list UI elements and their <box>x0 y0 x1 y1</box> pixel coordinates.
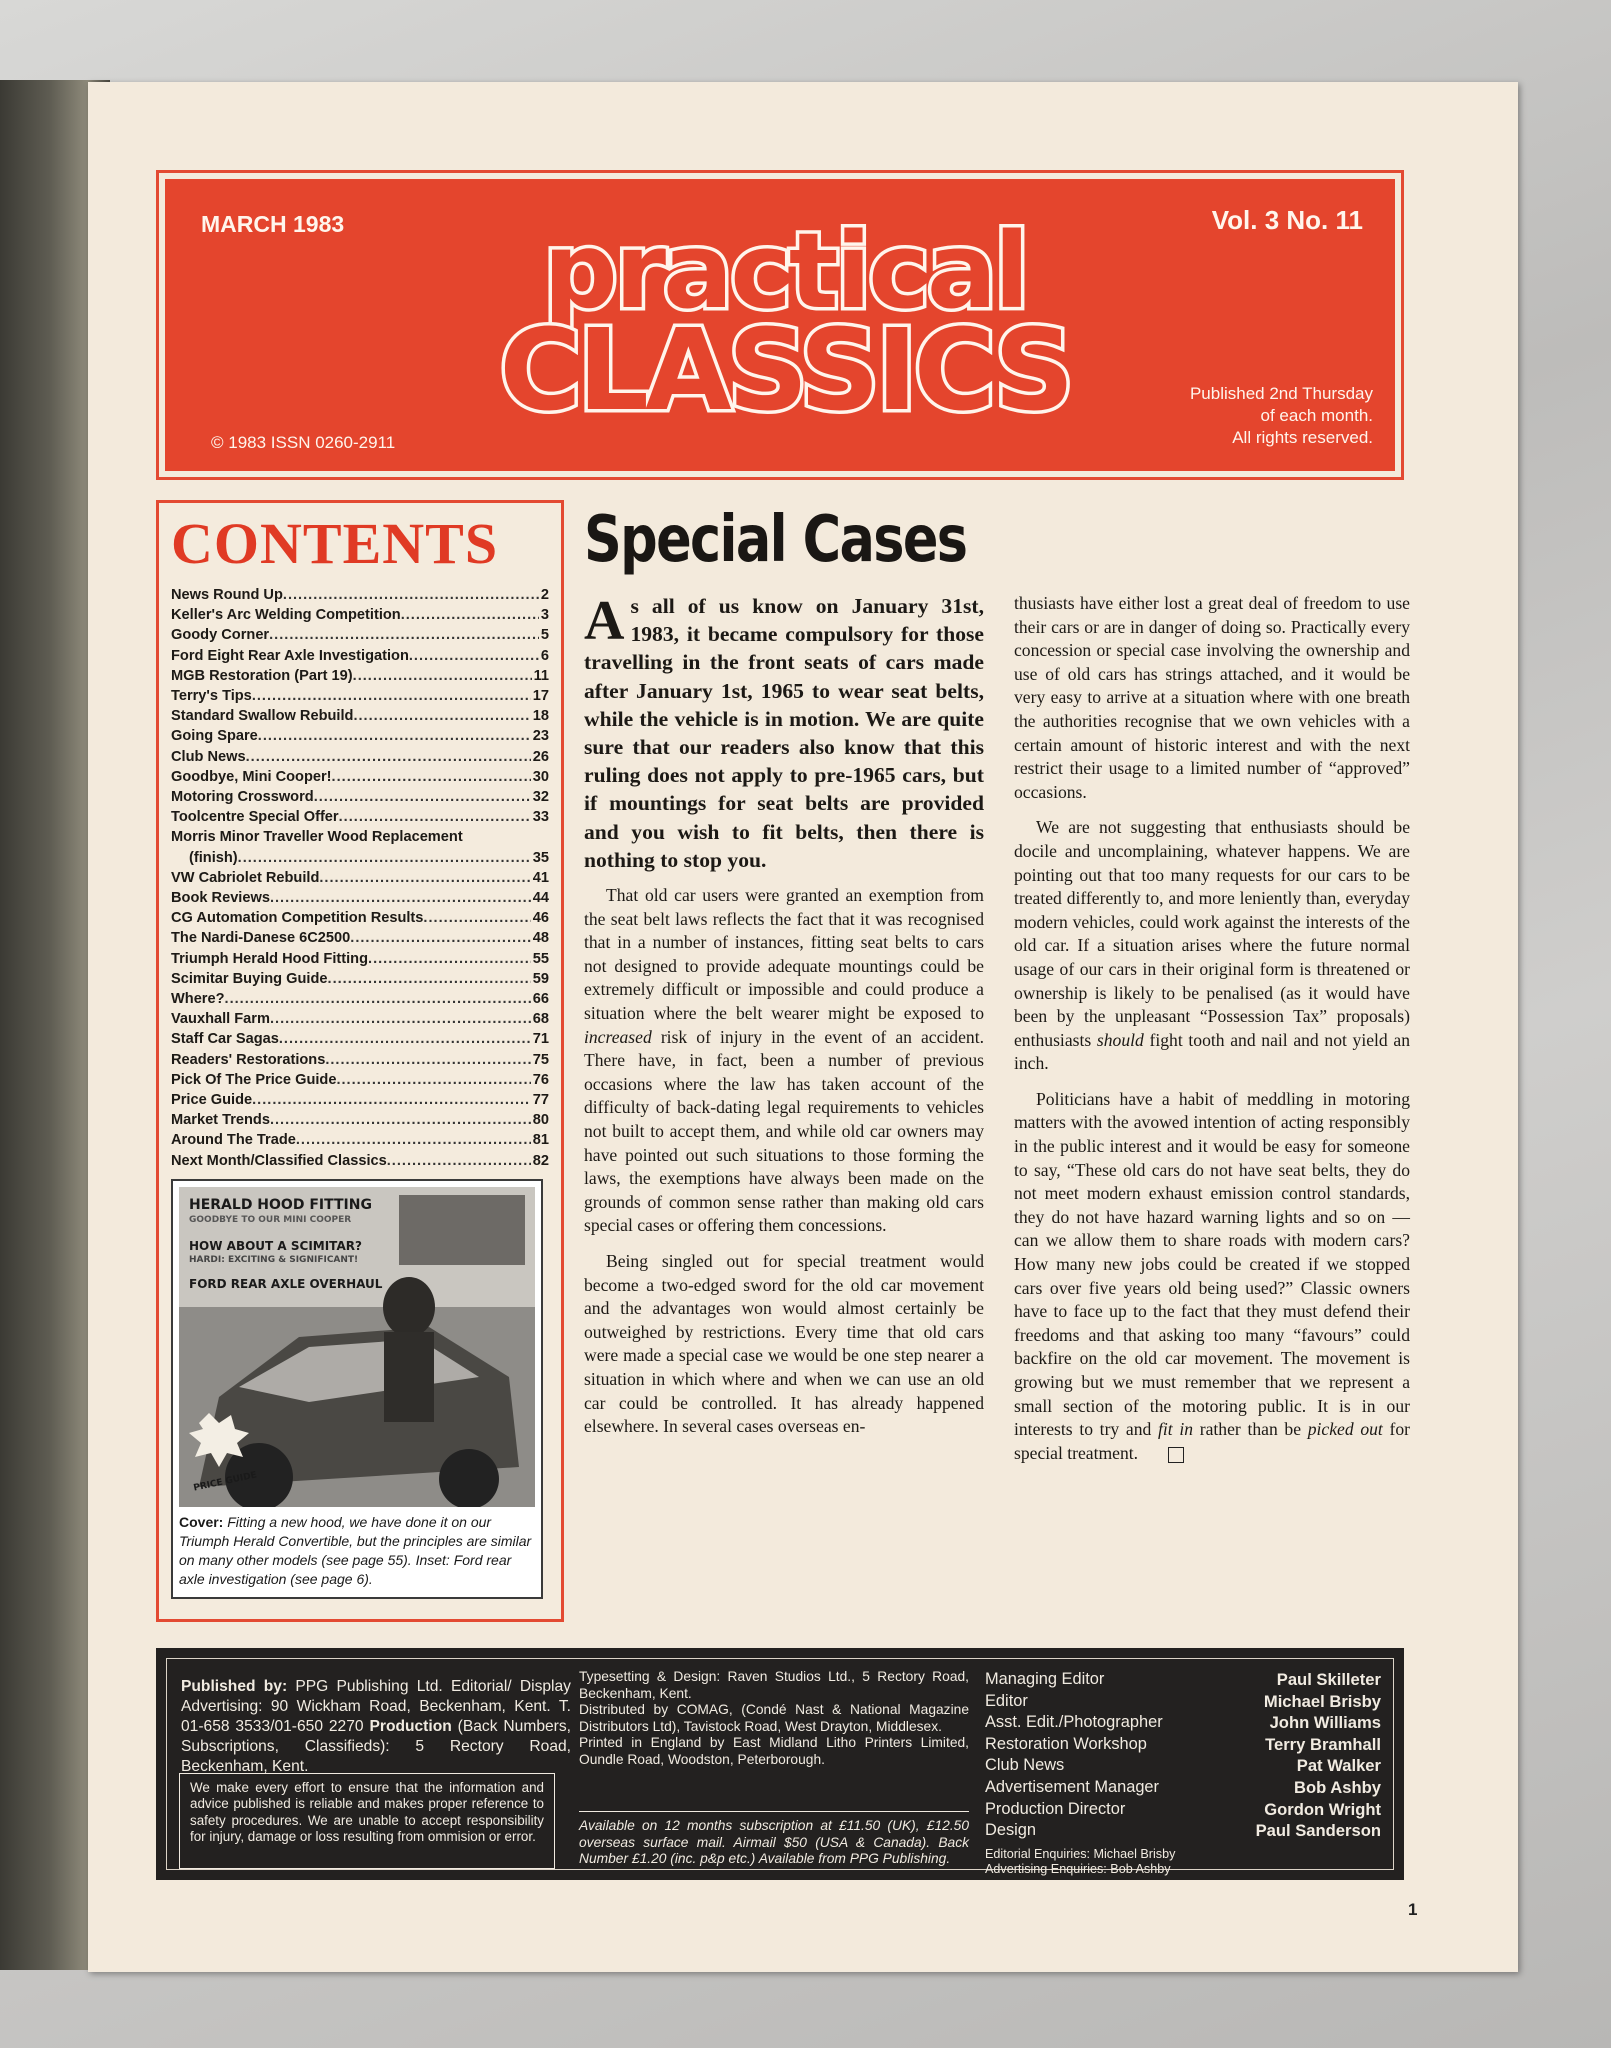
toc-leader <box>332 767 531 787</box>
cover-caption <box>179 1513 535 1589</box>
toc-leader <box>269 625 539 645</box>
article-paragraph: That old car users were granted an exemption from the seat belt laws reflects the fact that it was recognised that in a number of instances, fitting seat belts to cars not designed to provide adequate mountings could be extremely difficult or impossible and could produce a situation where the belt wearer might be exposed to increased risk of injury in the event of an accident. There have, in fact, been a number of previous occasions where the law has taken account of the difficulty of back-dating legal requirements to vehicles not built to accept them, and while old car owners may have pointed out such situations to those forming the laws, the exemptions have always been made on the grounds of common sense rather than making old cars special cases or offering them concessions. <box>584 885 984 1236</box>
toc-label: Book Reviews <box>171 890 270 907</box>
toc-item <box>171 787 549 807</box>
toc-item <box>171 807 549 827</box>
toc-item <box>171 888 549 908</box>
production-info: Typesetting & Design: Raven Studios Ltd., 5 Rectory Road, Beckenham, Kent. Distributed by COMAG, (Condé Nast & National Magazine Distributors Ltd), Tavistock Road, West Drayton, Middlesex. Printed in England by East Midland Litho Printers Limited, Oundle Road, Woodston, Peterborough. <box>579 1669 969 1767</box>
toc-page-number: 30 <box>532 768 549 785</box>
toc-item <box>171 1029 549 1049</box>
article-headline: Special Cases <box>584 503 967 577</box>
toc-item <box>171 666 549 686</box>
cover-photo <box>179 1187 535 1507</box>
disclaimer: We make every effort to ensure that the information and advice published is reliable and makes proper reference to safety procedures. We are unable to accept responsibility for injury, damage or loss resulting from ommision or error. <box>179 1773 555 1869</box>
toc-item <box>171 1130 549 1150</box>
toc-label: Goodbye, Mini Cooper! <box>171 768 332 785</box>
staff-names: Paul Skilleter Michael Brisby John Williams Terry Bramhall Pat Walker Bob Ashby Gordon Wright Paul Sanderson <box>1255 1670 1381 1841</box>
toc-label: MGB Restoration (Part 19) <box>171 667 353 684</box>
toc-item <box>171 585 549 605</box>
toc-label: Morris Minor Traveller Wood Replacement <box>171 829 463 846</box>
toc-leader <box>283 585 539 605</box>
article-lede <box>584 592 984 874</box>
toc-leader <box>328 969 531 989</box>
toc-leader <box>270 888 531 908</box>
toc-item <box>171 989 549 1009</box>
toc-page-number: 48 <box>532 930 549 947</box>
drop-cap: A <box>584 590 625 652</box>
toc-leader <box>339 807 531 827</box>
cover-badge: PRICE GUIDE <box>192 1470 258 1494</box>
pub-note-line: Published 2nd Thursday <box>1189 384 1373 403</box>
toc-page-number: 18 <box>532 708 549 725</box>
toc-leader <box>258 726 531 746</box>
toc-item <box>171 1090 549 1110</box>
article-column-2 <box>1014 592 1410 1477</box>
toc-item <box>171 706 549 726</box>
toc-label: Staff Car Sagas <box>171 1031 279 1048</box>
toc-item <box>171 1070 549 1090</box>
toc-page-number: 6 <box>540 647 549 664</box>
toc-leader <box>353 706 530 726</box>
logo-practical: practical <box>543 210 1027 332</box>
table-of-contents <box>171 585 549 1171</box>
toc-item <box>171 848 549 868</box>
toc-page-number: 2 <box>540 587 549 603</box>
toc-item <box>171 625 549 645</box>
toc-leader <box>279 1029 531 1049</box>
toc-leader <box>296 1130 531 1150</box>
logo-classics: CLASSICS <box>499 306 1071 429</box>
toc-leader <box>238 848 531 868</box>
article-column-1 <box>584 592 984 1451</box>
page-number: 1 <box>1408 1900 1418 1919</box>
credits-inner <box>166 1658 1394 1876</box>
toc-label: The Nardi-Danese 6C2500 <box>171 930 351 947</box>
toc-label: Price Guide <box>171 1092 253 1109</box>
toc-label: Market Trends <box>171 1112 270 1129</box>
toc-label: Pick Of The Price Guide <box>171 1071 337 1088</box>
enquiries: Editorial Enquiries: Michael Brisby Advertising Enquiries: Bob Ashby <box>985 1847 1176 1876</box>
subscription-info: Available on 12 months subscription at £11.50 (UK), £12.50 overseas surface mail. Airmail $50 (USA & Canada). Back Number £1.20 (inc. p&p etc.) Available from PPG Publishing. <box>579 1811 969 1868</box>
toc-label: Triumph Herald Hood Fitting <box>171 950 369 967</box>
toc-label: Readers' Restorations <box>171 1051 326 1068</box>
toc-item <box>171 1050 549 1070</box>
toc-leader <box>350 928 531 948</box>
toc-leader <box>423 908 530 928</box>
toc-label: Scimitar Buying Guide <box>171 970 328 987</box>
toc-leader <box>368 949 531 969</box>
toc-item <box>171 686 549 706</box>
toc-label: Next Month/Classified Classics <box>171 1152 387 1169</box>
toc-label: Goody Corner <box>171 627 270 644</box>
article-paragraph: Politicians have a habit of meddling in motoring matters with the avowed intention of acting responsibly in the public interest and it would be easy for someone to say, “These old cars do not have seat belts, they do not meet modern exhaust emission control standards, they do not have hazard warning lights and so on — can we allow them to share roads with modern cars? How many new jobs could be created if we stopped cars over five years old being used?” Classic owners have to face up to the fact that they must defend their freedoms and that asking too many “favours” could backfire on the old car movement. The movement is growing but we must remember that we represent a small section of the motoring public. It is in our interests to try and fit in rather than be picked out for special treatment. <box>1014 1088 1411 1463</box>
publication-note <box>1113 383 1373 449</box>
toc-label: Vauxhall Farm <box>171 1011 270 1028</box>
contents-panel <box>156 500 564 1622</box>
toc-label: Where? <box>171 991 225 1008</box>
cover-photo-art <box>179 1187 535 1507</box>
toc-page-number: 77 <box>532 1092 549 1109</box>
toc-label: Terry's Tips <box>171 688 252 705</box>
toc-item <box>171 646 549 666</box>
cover-subline: GOODBYE TO OUR MINI COOPER <box>189 1214 352 1225</box>
toc-item <box>171 868 549 888</box>
contents-title: CONTENTS <box>171 511 499 576</box>
credits-box <box>156 1648 1404 1880</box>
toc-item <box>171 1110 549 1130</box>
magazine-logo <box>475 209 1095 429</box>
toc-label: Toolcentre Special Offer <box>171 809 339 826</box>
toc-label: Motoring Crossword <box>171 789 314 806</box>
toc-page-number: 75 <box>532 1051 549 1068</box>
cover-headline: HERALD HOOD FITTING <box>189 1196 372 1213</box>
toc-leader <box>387 1151 531 1171</box>
copyright-issn: © 1983 ISSN 0260-2911 <box>211 433 396 452</box>
article-paragraph: We are not suggesting that enthusiasts should be docile and uncomplaining, whatever happens. We are pointing out that too many requests for our cars to be treated differently to, and more leniently than, everyday modern vehicles, could work against the interests of the old car. If a situation arises where the future normal usage of our cars in their original form is threatened or ownership is likely to be penalised (as it would have been by the unpleasant “Possession Tax” proposals) enthusiasts should fight tooth and nail and not yield an inch. <box>1014 817 1410 1074</box>
toc-item <box>171 908 549 928</box>
cover-subline: HARDI: EXCITING & SIGNIFICANT! <box>189 1254 359 1265</box>
toc-page-number: 66 <box>532 991 549 1008</box>
masthead <box>156 170 1404 480</box>
toc-page-number: 33 <box>532 809 549 826</box>
toc-page-number: 26 <box>532 748 549 765</box>
toc-page-number: 55 <box>532 950 549 967</box>
cover-subline: FORD REAR AXLE OVERHAUL <box>189 1276 383 1291</box>
toc-page-number: 35 <box>532 849 549 866</box>
toc-page-number: 80 <box>532 1112 549 1129</box>
pub-note-line: of each month. <box>1260 406 1373 425</box>
toc-label: CG Automation Competition Results <box>171 910 424 927</box>
toc-page-number: 81 <box>532 1132 549 1149</box>
masthead-banner <box>165 179 1395 471</box>
toc-label: Club News <box>171 748 246 765</box>
toc-item <box>171 1009 549 1029</box>
toc-item <box>171 726 549 746</box>
toc-page-number: 41 <box>532 869 549 886</box>
toc-leader <box>246 747 531 767</box>
toc-leader <box>270 1110 531 1130</box>
toc-label: Keller's Arc Welding Competition <box>171 607 401 624</box>
toc-leader <box>409 646 539 666</box>
volume-number: Vol. 3 No. 11 <box>1211 205 1363 235</box>
publisher-info: Published by: PPG Publishing Ltd. Editorial/ Display Advertising: 90 Wickham Road, Beckenham, Kent. T. 01-658 3533/01-650 2270 Production (Back Numbers, Subscriptions, Classifieds): 5 Rectory Road, Beckenham, Kent. <box>181 1678 571 1775</box>
toc-leader <box>252 686 531 706</box>
toc-label: VW Cabriolet Rebuild <box>171 869 320 886</box>
cover-caption-label: Cover: <box>179 1513 224 1530</box>
toc-page-number: 3 <box>540 607 549 624</box>
toc-label: Ford Eight Rear Axle Investigation <box>171 647 409 664</box>
magazine-page <box>88 82 1518 1972</box>
toc-page-number: 71 <box>532 1031 549 1048</box>
toc-page-number: 17 <box>532 688 549 705</box>
toc-leader <box>353 666 532 686</box>
article-paragraph: thusiasts have either lost a great deal of freedom to use their cars or are in danger of doing so. Practically every concession or special case involving the ownership and use of old cars has strings attached, and it would be very easy to arrive at a situation where with one breath the authorities recognise that we own vehicles with a certain amount of historic interest and with the next restrict their usage to a limited number of “approved” occasions. <box>1014 593 1410 802</box>
toc-leader <box>270 1009 531 1029</box>
toc-page-number: 11 <box>533 667 549 684</box>
toc-leader <box>314 787 531 807</box>
cover-caption-text: Fitting a new hood, we have done it on our Triumph Herald Convertible, but the principles are similar on many other models (see page 55). Inset: Ford rear axle investigation (see page 6). <box>179 1513 532 1587</box>
toc-item <box>171 605 549 625</box>
end-mark-icon <box>1168 1447 1184 1463</box>
toc-item <box>171 767 549 787</box>
toc-page-number: 68 <box>532 1011 549 1028</box>
toc-leader <box>336 1070 530 1090</box>
toc-leader <box>225 989 531 1009</box>
toc-item <box>171 928 549 948</box>
toc-page-number: 44 <box>532 890 549 907</box>
toc-label: Going Spare <box>171 728 258 745</box>
toc-page-number: 5 <box>540 627 549 644</box>
toc-label: Around The Trade <box>171 1132 296 1149</box>
toc-item <box>171 827 549 847</box>
toc-label: Standard Swallow Rebuild <box>171 708 354 725</box>
pub-note-line: All rights reserved. <box>1232 428 1373 447</box>
toc-label: (finish) <box>189 849 238 866</box>
toc-leader <box>252 1090 531 1110</box>
toc-page-number: 82 <box>532 1152 549 1169</box>
issue-date: MARCH 1983 <box>201 211 345 237</box>
toc-label: News Round Up <box>171 587 283 603</box>
toc-page-number: 59 <box>532 970 549 987</box>
toc-page-number: 76 <box>532 1071 549 1088</box>
toc-leader <box>319 868 530 888</box>
lede-text: s all of us know on January 31st, 1983, it became compulsory for those travelling in the front seats of cars made after January 1st, 1965 to wear seat belts, while the vehicle is in motion. We are quite sure that our readers also know that this ruling does not apply to pre-1965 cars, but if mountings for seat belts are provided and you wish to fit belts, then there is nothing to stop you. <box>584 594 984 872</box>
toc-item <box>171 969 549 989</box>
staff-roles: Managing Editor Editor Asst. Edit./Photographer Restoration Workshop Club News Advertisement Manager Production Director Design <box>985 1670 1163 1840</box>
cover-subline: HOW ABOUT A SCIMITAR? <box>189 1238 362 1253</box>
article-paragraph: Being singled out for special treatment would become a two-edged sword for the old car movement and the advantages won would almost certainly be outweighed by restrictions. Every time that old cars were made a special case we would be one step nearer a situation in which where and when we can use an old car could be controlled. It has already happened elsewhere. In several cases overseas en- <box>584 1250 984 1437</box>
toc-leader <box>325 1050 530 1070</box>
toc-item <box>171 747 549 767</box>
toc-page-number: 23 <box>532 728 549 745</box>
cover-thumbnail <box>171 1179 543 1599</box>
toc-item <box>171 949 549 969</box>
toc-page-number: 46 <box>532 910 549 927</box>
toc-item <box>171 1151 549 1171</box>
toc-leader <box>401 605 539 625</box>
toc-page-number: 32 <box>532 789 549 806</box>
